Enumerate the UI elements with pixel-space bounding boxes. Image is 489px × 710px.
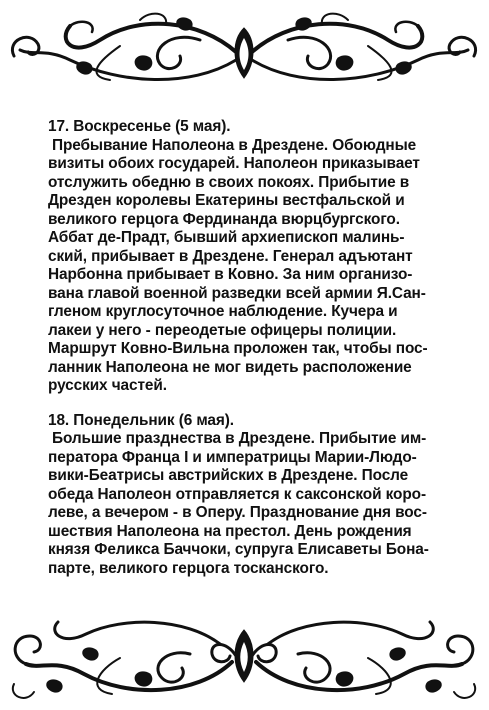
entry-text-line: князя Феликса Баччоки, супруга Елисаветы Бона- <box>48 541 429 558</box>
document-body <box>48 118 478 578</box>
entry-heading: 18. Понедельник (6 мая). <box>48 411 234 429</box>
entry-text-line: вана главой военной разведки всей армии Я.Сан- <box>48 284 426 302</box>
entry-text-line: гленом круглосуточное наблюдение. Кучера и <box>48 303 398 320</box>
entry-17 <box>48 118 478 396</box>
entry-text-line: ператора Франца I и императрицы Марии-Людо- <box>48 448 417 466</box>
entry-text-line: Дрезден королевы Екатерины вестфальской и <box>48 192 405 209</box>
entry-text-line: Аббат де-Прадт, бывший архиепископ малинь- <box>48 229 405 246</box>
entry-text-line: парте, великого герцога тосканского. <box>48 559 329 577</box>
entry-text-line: визиты обоих государей. Наполеон приказывает <box>48 155 420 172</box>
entry-text-line: Нарбонна прибывает в Ковно. За ним организо- <box>48 266 413 283</box>
bottom-floral-ornament <box>0 600 489 710</box>
entry-text-line: ский, прибывает в Дрездене. Генерал адъютант <box>48 247 413 265</box>
top-floral-ornament <box>0 0 489 100</box>
entry-text-line: ланник Наполеона не мог видеть расположение <box>48 358 412 376</box>
entry-text-line: лакеи у него - переодетые офицеры полиции. <box>48 321 397 339</box>
entry-text-line: шествия Наполеона на престол. День рождения <box>48 522 412 540</box>
entry-heading: 17. Воскресенье (5 мая). <box>48 118 231 135</box>
entry-text-line: Маршрут Ковно-Вильна проложен так, чтобы пос- <box>48 340 428 357</box>
entry-text-line: Пребывание Наполеона в Дрездене. Обоюдные <box>52 136 417 154</box>
entry-text-line: леве, а вечером - в Оперу. Празднование дня вос- <box>48 504 427 521</box>
entry-text-line: русских частей. <box>48 377 167 394</box>
entry-text-line: Большие празднества в Дрездене. Прибытие им- <box>52 430 427 447</box>
entry-text-line: отслужить обедню в своих покоях. Прибытие в <box>48 173 410 191</box>
entry-text-line: обеда Наполеон отправляется к саксонской коро- <box>48 485 426 503</box>
entry-text-line: великого герцога Фердинанда вюрцбургского. <box>48 210 400 228</box>
entry-text-line: вики-Беатрисы австрийских в Дрездене. После <box>48 467 409 484</box>
entry-18 <box>48 412 478 579</box>
